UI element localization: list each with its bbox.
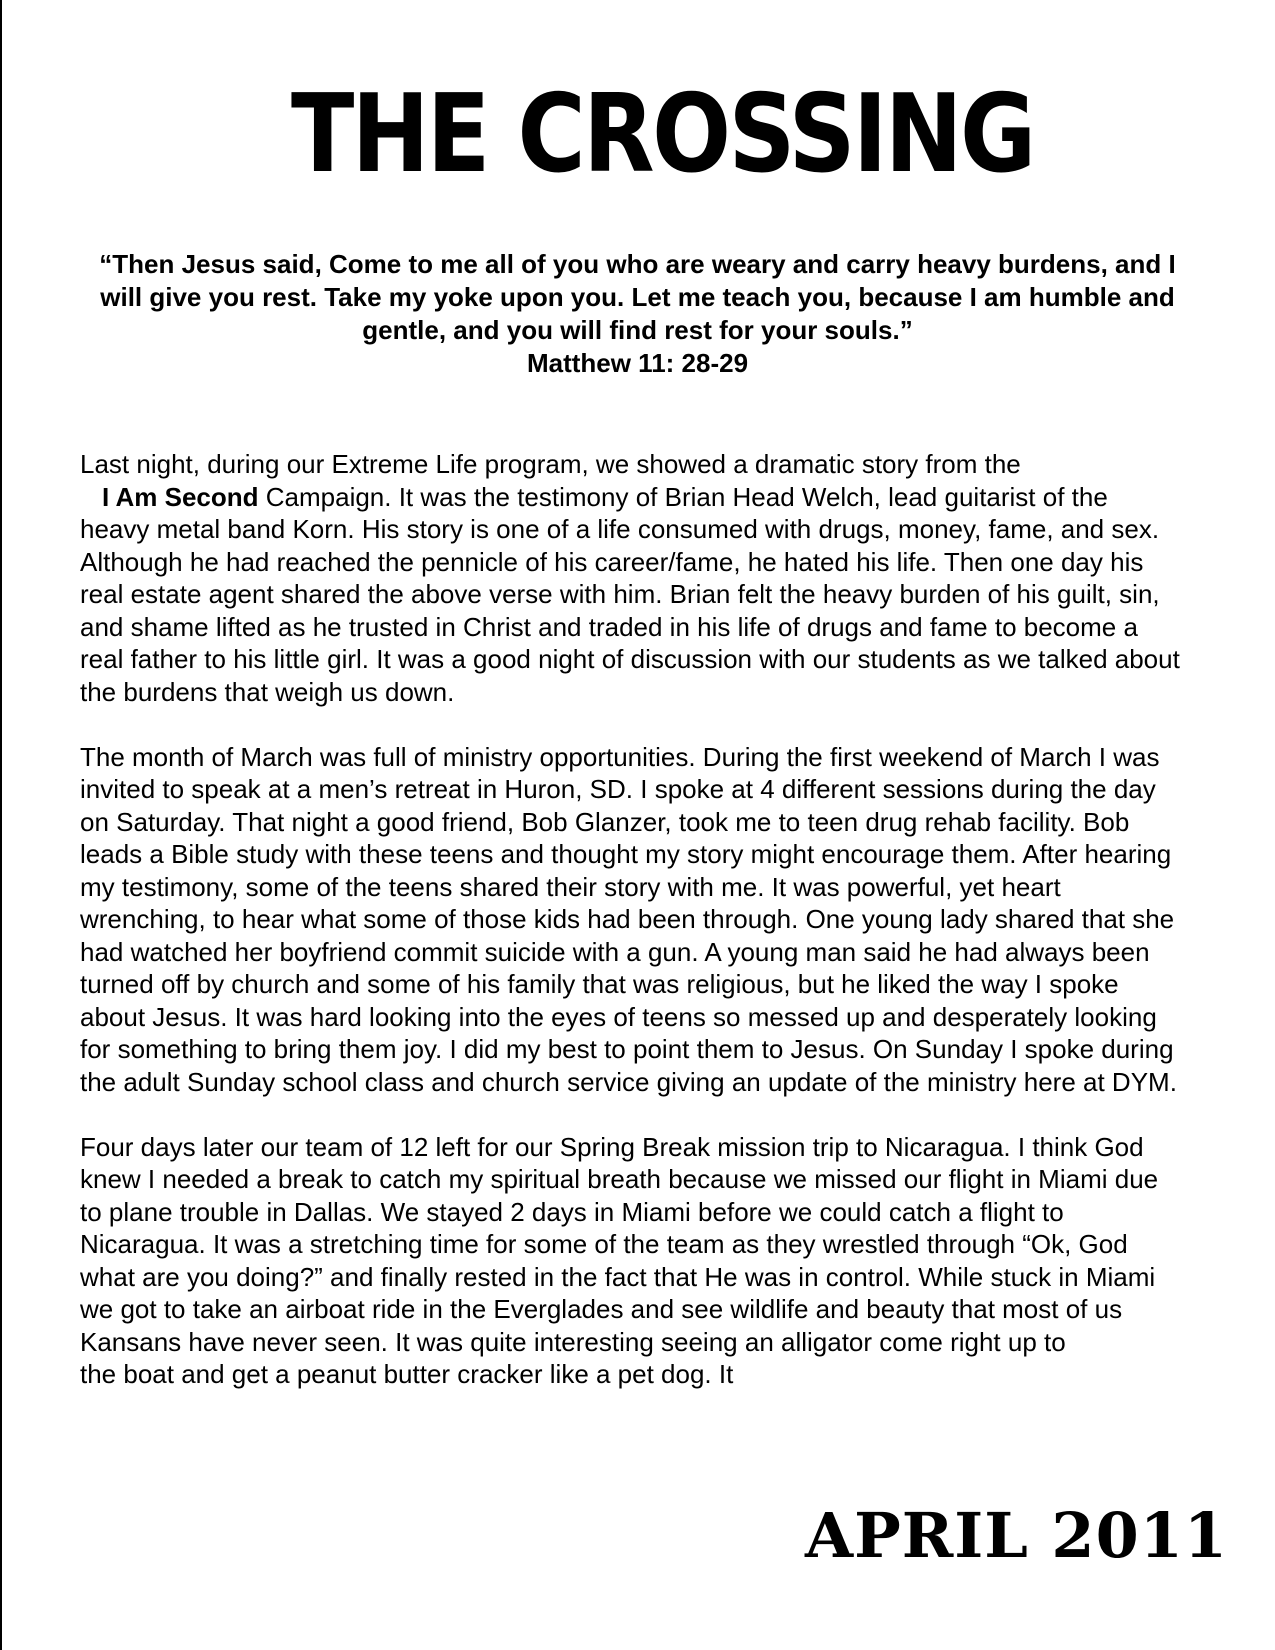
page-edge-rule (0, 0, 2, 1650)
paragraph-text: Campaign. It was the testimony of Brian Head Welch, lead guitarist of the heavy metal band Korn. His story is one of a life consumed with drugs, money, fame, and sex. Although he had reached the pennicle of his career/fame, he hated his life. Then one day his real estate agent shared the above verse with him. Brian felt the heavy burden of his guilt, sin, and shame lifted as he trusted in Christ and traded in his life of drugs and fame to become a real father to his little girl. It was a good night of discussion with our students as we talked about the burdens that weigh us down. (80, 481, 1180, 707)
scripture-reference: Matthew 11: 28-29 (526, 348, 749, 378)
campaign-name: I Am Second (102, 481, 259, 512)
paragraph-march-ministry: The month of March was full of ministry opportunities. During the first weekend of March I was invited to speak at a men’s retreat in Huron, SD. I spoke at 4 different sessions during the day on Saturday. That night a good friend, Bob Glanzer, took me to teen drug rehab facility. Bob leads a Bible study with these teens and thought my story might encourage them. After hearing my testimony, some of the teens shared their story with me. It was powerful, yet heart wrenching, to hear what some of those kids had been through. One young lady shared that she had watched her boyfriend commit suicide with a gun. A young man said he had always been turned off by church and some of his family that was religious, but he liked the way I spoke about Jesus. It was hard looking into the eyes of teens so messed up and desperately looking for something to bring them joy. I did my best to point them to Jesus. On Sunday I spoke during the adult Sunday school class and church service giving an update of the ministry here at DYM. (80, 741, 1177, 1097)
paragraph-text: Last night, during our Extreme Life program, we showed a dramatic story from the (80, 449, 1021, 479)
paragraph-text: Four days later our team of 12 left for our Spring Break mission trip to Nicaragua. I think God knew I needed a break to catch my spiritual breath because we missed our flight in Miami due to plane trouble in Dallas. We stayed 2 days in Miami before we could catch a flight to Nicaragua. It was a stretching time for some of the team as they wrestled through “Ok, God what are you doing?” and finally rested in the fact that He was in control. While stuck in Miami we got to take an airboat ride in the Everglades and see wildlife and beauty that most of us Kansans have never seen. It was quite interesting seeing an alligator come right up to (80, 1131, 1159, 1357)
issue-date: APRIL 2011 (805, 1499, 1228, 1572)
paragraph-text: the boat and get a peanut butter cracker like a pet dog. It (80, 1359, 734, 1389)
scripture-quote: “Then Jesus said, Come to me all of you who are weary and carry heavy burdens, and I will give you rest. Take my yoke upon you. Let me teach you, because I am humble and gentle, and you will find rest for your souls.” (99, 249, 1176, 345)
paragraph-mission-trip (80, 1131, 1180, 1391)
paragraph-extreme-life (80, 448, 1180, 708)
article-body (80, 448, 1180, 1391)
scripture-block (80, 248, 1195, 380)
newsletter-title: THE CROSSING (291, 72, 1034, 197)
